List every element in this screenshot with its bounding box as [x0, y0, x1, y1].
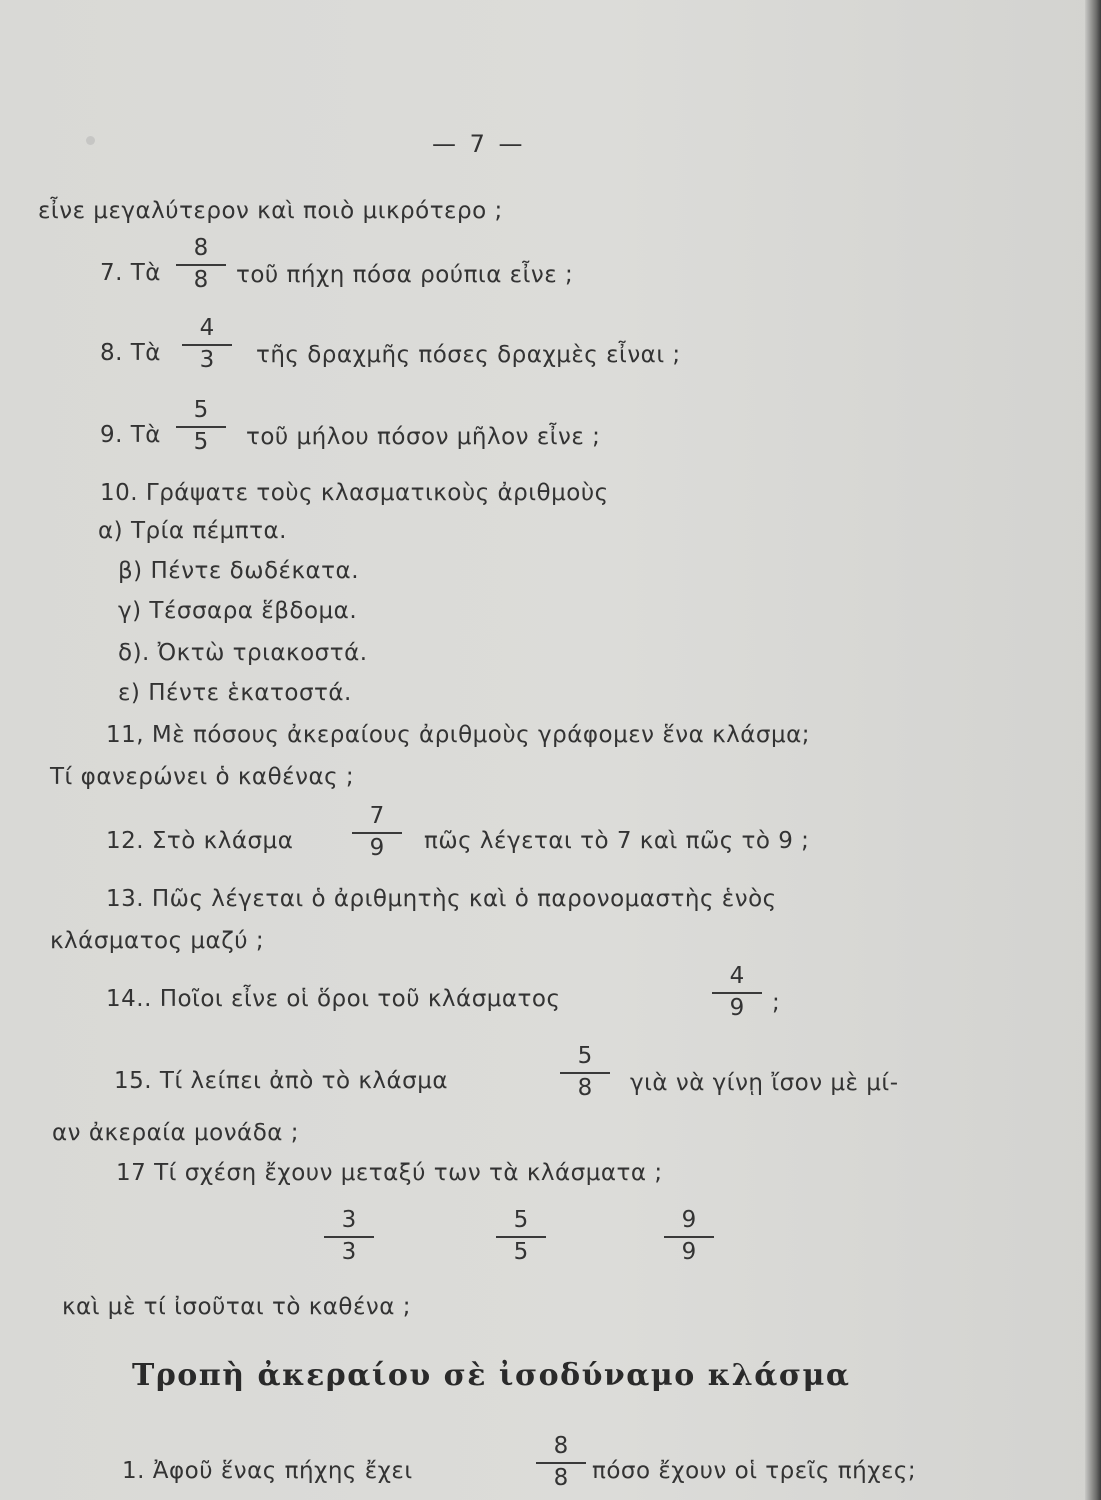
question-14-start: 14.. Ποῖοι εἶνε οἱ ὅροι τοῦ κλάσματος	[106, 986, 561, 1012]
fraction-5-5	[176, 396, 226, 456]
denominator: 5	[193, 429, 209, 455]
question-15-cont: αν ἀκεραία μονάδα ;	[52, 1120, 299, 1146]
numerator: 3	[341, 1207, 357, 1233]
question-7-end: τοῦ πήχη πόσα ρούπια εἶνε ;	[236, 262, 574, 288]
exercise-1-end: πόσο ἔχουν οἱ τρεῖς πήχες;	[592, 1458, 917, 1484]
denominator: 3	[199, 347, 215, 373]
question-15-start: 15. Τί λείπει ἀπὸ τὸ κλάσμα	[114, 1068, 449, 1094]
numerator: 9	[681, 1207, 697, 1233]
numerator: 5	[577, 1043, 593, 1069]
question-14-end: ;	[772, 990, 781, 1016]
question-9-end: τοῦ μήλου πόσον μῆλον εἶνε ;	[246, 424, 601, 450]
question-15-end: γιὰ νὰ γίνῃ ἴσον μὲ μί-	[630, 1070, 899, 1096]
numerator: 5	[193, 397, 209, 423]
numerator: 5	[513, 1207, 529, 1233]
question-11-cont: Τί φανερώνει ὁ καθένας ;	[50, 764, 355, 790]
item-c: γ) Τέσσαρα ἕβδομα.	[118, 598, 358, 624]
fraction-5-5	[496, 1206, 546, 1266]
text-line: εἶνε μεγαλύτερον καὶ ποιὸ μικρότερο ;	[38, 198, 503, 224]
question-8-end: τῆς δραχμῆς πόσες δραχμὲς εἶναι ;	[256, 342, 681, 368]
question-12-end: πῶς λέγεται τὸ 7 καὶ πῶς τὸ 9 ;	[424, 828, 810, 854]
question-13-cont: κλάσματος μαζύ ;	[50, 928, 265, 954]
fraction-4-3	[182, 314, 232, 374]
item-a: α) Τρία πέμπτα.	[98, 518, 287, 544]
page-number: — 7 —	[432, 130, 526, 158]
question-17: 17 Τί σχέση ἔχουν μεταξύ των τὰ κλάσματα ;	[116, 1160, 663, 1186]
denominator: 9	[369, 835, 385, 861]
numerator: 7	[369, 803, 385, 829]
fraction-7-9	[352, 802, 402, 862]
item-d: δ). Ὀκτὼ τριακοστά.	[118, 640, 368, 666]
item-b: β) Πέντε δωδέκατα.	[118, 558, 359, 584]
denominator: 9	[681, 1239, 697, 1265]
fraction-8-8	[176, 234, 226, 294]
question-9-start: 9. Τὰ	[100, 422, 161, 448]
fraction-4-9	[712, 962, 762, 1022]
fraction-3-3	[324, 1206, 374, 1266]
numerator: 8	[193, 235, 209, 261]
denominator: 5	[513, 1239, 529, 1265]
exercise-1-start: 1. Ἀφοῦ ἕνας πήχης ἔχει	[122, 1458, 413, 1484]
numerator: 8	[553, 1433, 569, 1459]
question-10: 10. Γράψατε τοὺς κλασματικοὺς ἀριθμοὺς	[100, 480, 609, 506]
denominator: 3	[341, 1239, 357, 1265]
paper-spot	[86, 136, 95, 145]
question-11: 11, Μὲ πόσους ἀκεραίους ἀριθμοὺς γράφομεν ἕνα κλάσμα;	[106, 722, 811, 748]
fraction-5-8	[560, 1042, 610, 1102]
item-e: ε) Πέντε ἑκατοστά.	[118, 680, 352, 706]
question-13: 13. Πῶς λέγεται ὁ ἀριθμητὴς καὶ ὁ παρονομαστὴς ἑνὸς	[106, 886, 777, 912]
numerator: 4	[729, 963, 745, 989]
denominator: 8	[553, 1465, 569, 1491]
question-17-cont: καὶ μὲ τί ἰσοῦται τὸ καθένα ;	[62, 1294, 411, 1320]
numerator: 4	[199, 315, 215, 341]
section-heading: Τροπὴ ἀκεραίου σὲ ἰσοδύναμο κλάσμα	[132, 1358, 851, 1393]
page-edge-shadow	[1085, 0, 1101, 1500]
question-12-start: 12. Στὸ κλάσμα	[106, 828, 294, 854]
question-8-start: 8. Τὰ	[100, 340, 161, 366]
fraction-9-9	[664, 1206, 714, 1266]
denominator: 8	[577, 1075, 593, 1101]
denominator: 8	[193, 267, 209, 293]
denominator: 9	[729, 995, 745, 1021]
question-7-start: 7. Τὰ	[100, 260, 161, 286]
fraction-8-8	[536, 1432, 586, 1492]
